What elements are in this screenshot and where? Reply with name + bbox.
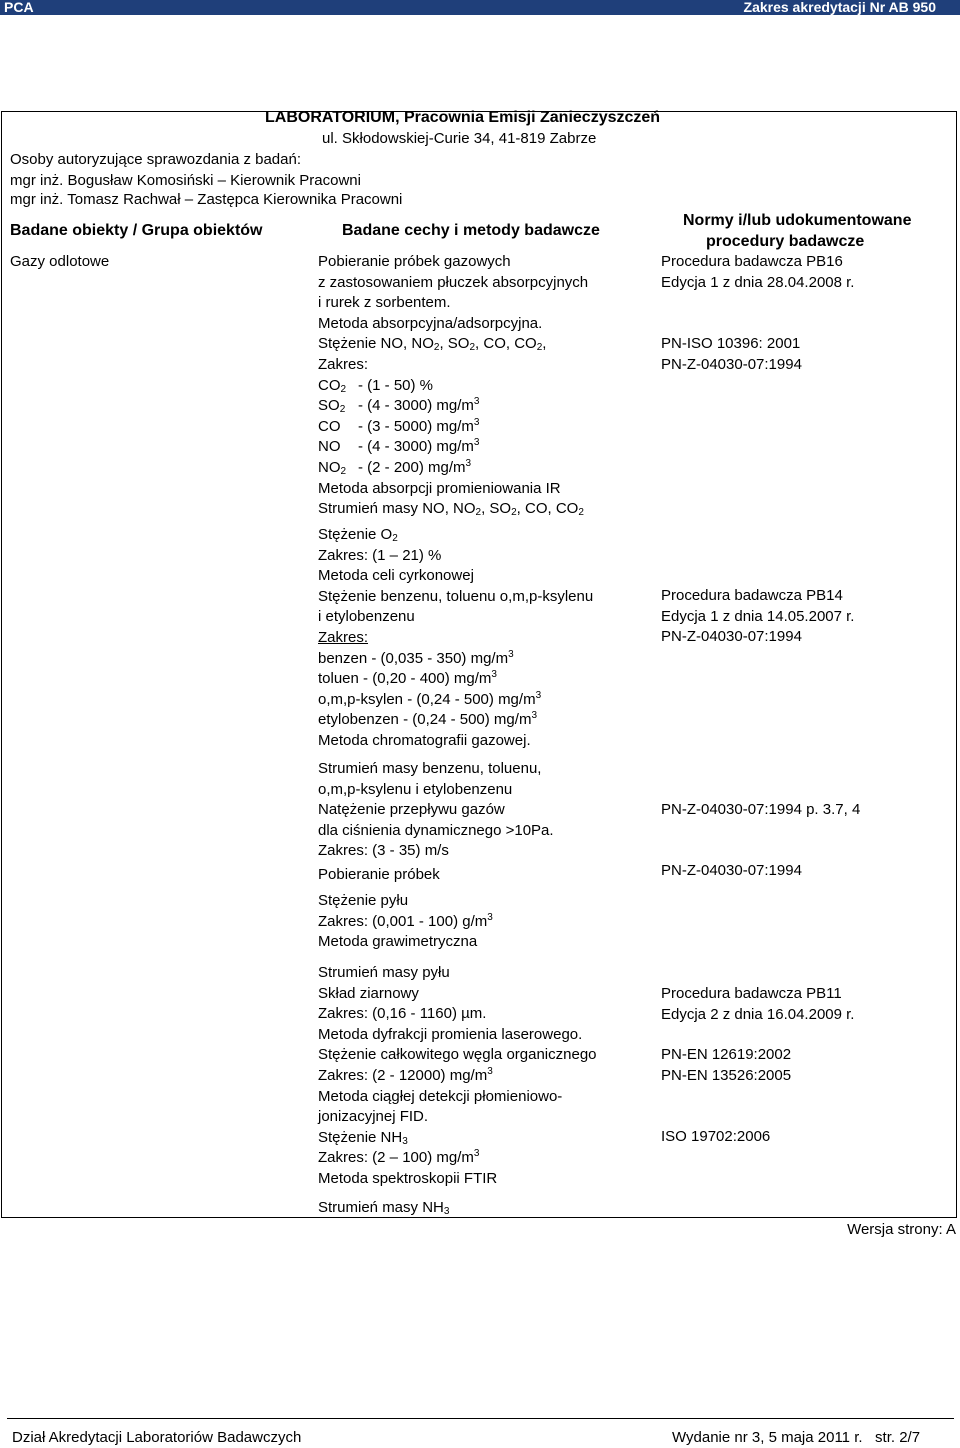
feature-line: Strumień masy $NH_3$: [318, 1199, 450, 1217]
feature-line: Strumień masy benzenu, toluenu,: [318, 760, 542, 777]
feature-line: Natężenie przepływu gazów: [318, 801, 505, 819]
features-block-sampling: [318, 252, 658, 520]
norms-block-dust: [661, 861, 951, 882]
norm-line: Edycja 1 z dnia 28.04.2008 r.: [661, 273, 855, 291]
feature-line: Metoda dyfrakcji promienia laserowego.: [318, 1025, 583, 1043]
range-line: Zakres: (0,001 - 100) $g/m^3$: [318, 911, 493, 930]
feature-line: Strumień masy pyłu: [318, 964, 450, 981]
page-header-bar: [0, 0, 960, 15]
range-line: NO - (4 - 3000) $mg/m^3$: [318, 437, 480, 456]
features-block-flow: [318, 759, 658, 862]
range-line: toluen - (0,20 - 400) $mg/m^3$: [318, 669, 497, 688]
feature-line: jonizacyjnej FID.: [318, 1108, 429, 1126]
norm-line: Edycja 2 z dnia 16.04.2009 r.: [661, 1005, 855, 1023]
feature-line: z zastosowaniem płuczek absorpcyjnych: [318, 273, 589, 291]
feature-line: Strumień masy NO, $NO_2$, $SO_2$, CO, $CO_2$: [318, 500, 584, 519]
norm-line: Procedura badawcza PB16: [661, 253, 843, 270]
lab-address: ul. Skłodowskiej-Curie 34, 41-819 Zabrze: [322, 130, 597, 147]
range-line: etylobenzen - (0,24 - 500) $mg/m^3$: [318, 710, 537, 729]
norm-line: PN-Z-04030-07:1994 p. 3.7, 4: [661, 801, 861, 818]
footer-divider: [7, 1418, 954, 1419]
range-line: Zakres: (2 – 100) $mg/m^3$: [318, 1148, 480, 1167]
feature-line: Metoda absorpcyjna/adsorpcyjna.: [318, 314, 543, 332]
norm-line: Edycja 1 z dnia 14.05.2007 r.: [661, 607, 855, 625]
features-block-oxygen: [318, 525, 658, 752]
footer-edition: Wydanie nr 3, 5 maja 2011 r. str. 2/7: [672, 1429, 921, 1446]
feature-line: Metoda chromatografii gazowej.: [318, 731, 531, 749]
range-line: $SO_2 - (4 - 3000)$ $mg/m^3$: [318, 396, 480, 416]
feature-line: Metoda ciągłej detekcji płomieniowo-: [318, 1087, 563, 1105]
range-line: benzen - (0,035 - 350) $mg/m^3$: [318, 648, 514, 667]
feature-line: Skład ziarnowy: [318, 984, 419, 1002]
range-line: o,m,p-ksylen - (0,24 - 500) $mg/m^3$: [318, 689, 542, 708]
feature-line: Metoda grawimetryczna: [318, 933, 478, 951]
feature-line: i rurek z sorbentem.: [318, 294, 451, 312]
object-group: Gazy odlotowe: [10, 253, 110, 270]
norm-line: Procedura badawcza PB14: [661, 587, 843, 604]
column-header-norms: procedury badawcze: [706, 233, 865, 250]
column-header-norms: Normy i/lub udokumentowane: [683, 212, 912, 229]
authorized-label: Osoby autoryzujące sprawozdania z badań:: [10, 151, 302, 168]
footer-department: Dział Akredytacji Laboratoriów Badawczych: [12, 1429, 302, 1446]
feature-line: Stężenie benzenu, toluenu o,m,p-ksylenu: [318, 587, 594, 605]
range-line: $NO_2 - (2 - 200)$ $mg/m^3$: [318, 457, 472, 477]
norm-line: Procedura badawcza PB11: [661, 985, 842, 1002]
norms-block-pb14: [661, 586, 951, 648]
norms-block-pb11: [661, 984, 951, 1025]
feature-line: Metoda celi cyrkonowej: [318, 567, 474, 585]
norms-block-nh3: [661, 1127, 951, 1148]
feature-line: Stężenie pyłu: [318, 892, 409, 909]
authorized-person: mgr inż. Bogusław Komosiński – Kierownik Pracowni: [10, 172, 361, 189]
range-line: $CO_2 - (1 - 50)$ %: [318, 376, 434, 395]
feature-line: Zakres: (0,16 - 1160) µm.: [318, 1005, 487, 1023]
norm-line: PN-Z-04030-07:1994: [661, 355, 802, 373]
feature-line: i etylobenzenu: [318, 608, 415, 626]
header-right: Zakres akredytacji Nr AB 950: [743, 0, 936, 15]
feature-line: Zakres: (3 - 35) m/s: [318, 842, 449, 860]
feature-line: Pobieranie próbek: [318, 866, 440, 883]
norms-block-toc: [661, 1045, 951, 1086]
norm-line: PN-ISO 10396: 2001: [661, 335, 801, 352]
column-header-objects: Badane obiekty / Grupa obiektów: [10, 222, 263, 239]
feature-line: Zakres:: [318, 355, 369, 373]
lab-name: LABORATORIUM, Pracownia Emisji Zanieczyszczeń: [265, 109, 661, 126]
norm-line: PN-Z-04030-07:1994: [661, 628, 802, 646]
features-block-dust: [318, 865, 658, 886]
norms-block-pb16: [661, 252, 951, 293]
feature-line: Zakres:: [318, 628, 369, 646]
column-header-features: Badane cechy i metody badawcze: [342, 222, 600, 239]
feature-line: Stężenie całkowitego węgla organicznego: [318, 1046, 597, 1064]
feature-line: Metoda absorpcji promieniowania IR: [318, 479, 561, 497]
norms-block-iso10396: [661, 334, 951, 375]
norm-line: PN-Z-04030-07:1994: [661, 862, 802, 879]
norms-block-flow: [661, 800, 951, 821]
features-block-nh3-flow: [318, 1198, 658, 1219]
features-block-dust-conc: [318, 891, 658, 953]
feature-line: o,m,p-ksylenu i etylobenzenu: [318, 780, 513, 798]
feature-line: Stężenie $NH_3$: [318, 1128, 408, 1147]
feature-line: Pobieranie próbek gazowych: [318, 253, 511, 270]
features-block-grain: [318, 963, 658, 1190]
norm-line: PN-EN 13526:2005: [661, 1066, 792, 1084]
range-line: Zakres: (2 - 12000) $mg/m^3$: [318, 1065, 493, 1084]
norm-line: ISO 19702:2006: [661, 1128, 771, 1145]
feature-line: Metoda spektroskopii FTIR: [318, 1169, 498, 1187]
authorized-person: mgr inż. Tomasz Rachwał – Zastępca Kierownika Pracowni: [10, 191, 403, 208]
feature-line: dla ciśnienia dynamicznego >10Pa.: [318, 821, 554, 839]
feature-line: Stężenie $O_2$: [318, 526, 398, 544]
feature-line: Stężenie NO, $NO_2$, $SO_2$, CO, $CO_2$,: [318, 335, 547, 354]
header-left: PCA: [4, 0, 34, 15]
range-line: CO - (3 - 5000) $mg/m^3$: [318, 416, 480, 435]
page-version: Wersja strony: A: [847, 1221, 956, 1238]
norm-line: PN-EN 12619:2002: [661, 1046, 792, 1063]
feature-line: Zakres: (1 – 21) %: [318, 546, 442, 564]
